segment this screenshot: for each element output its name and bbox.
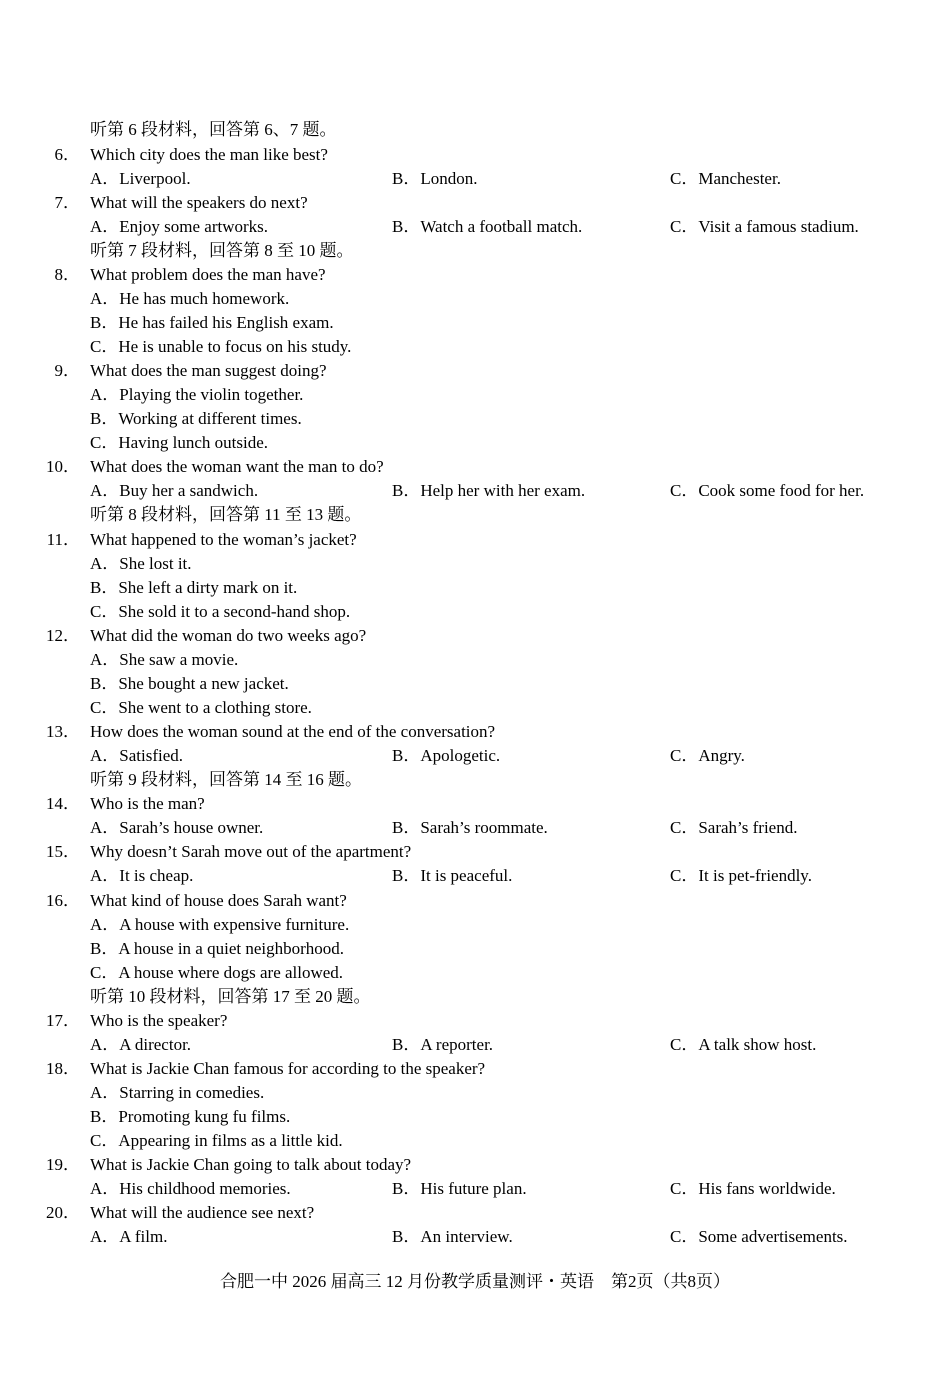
option-b: B．His future plan. <box>392 1179 527 1198</box>
question-number: 12． <box>46 626 80 645</box>
question-text: What is Jackie Chan going to talk about today? <box>90 1155 412 1174</box>
option-c: C．Cook some food for her. <box>670 481 865 500</box>
question-number: 16． <box>46 891 80 910</box>
question-text: What is Jackie Chan famous for according to the speaker? <box>90 1059 486 1078</box>
option-a: A．Starring in comedies. <box>90 1083 265 1102</box>
option-a: A．A director. <box>90 1035 192 1054</box>
option-a: A．Liverpool. <box>90 169 191 188</box>
section-heading-10: 听第 10 段材料，回答第 17 至 20 题。 <box>90 987 371 1006</box>
option-b: B．Working at different times. <box>90 409 302 428</box>
option-a: A．It is cheap. <box>90 866 194 885</box>
section-heading-7: 听第 7 段材料，回答第 8 至 10 题。 <box>90 241 354 260</box>
option-b: B．Promoting kung fu films. <box>90 1107 291 1126</box>
option-c: C．Visit a famous stadium. <box>670 217 859 236</box>
question-text: What problem does the man have? <box>90 265 326 284</box>
option-b: B．She bought a new jacket. <box>90 674 289 693</box>
question-text: Why doesn’t Sarah move out of the apartment? <box>90 842 412 861</box>
question-number: 17． <box>46 1011 80 1030</box>
question-text: What will the speakers do next? <box>90 193 308 212</box>
option-c: C．Manchester. <box>670 169 781 188</box>
option-b: B．Apologetic. <box>392 746 501 765</box>
option-a: A．He has much homework. <box>90 289 290 308</box>
option-c: C．Having lunch outside. <box>90 433 269 452</box>
option-a: A．Playing the violin together. <box>90 385 304 404</box>
question-number: 18． <box>46 1059 80 1078</box>
question-text: What does the man suggest doing? <box>90 361 327 380</box>
question-text: Who is the speaker? <box>90 1011 228 1030</box>
question-text: What happened to the woman’s jacket? <box>90 530 357 549</box>
question-number: 13． <box>46 722 80 741</box>
option-c: C．She sold it to a second-hand shop. <box>90 602 351 621</box>
question-text: Who is the man? <box>90 794 205 813</box>
question-text: What does the woman want the man to do? <box>90 457 384 476</box>
page-footer: 合肥一中 2026 届高三 12 月份教学质量测评・英语 第2页（共8页） <box>220 1272 730 1291</box>
option-c: C．Sarah’s friend. <box>670 818 798 837</box>
question-text: Which city does the man like best? <box>90 145 328 164</box>
option-a: A．Sarah’s house owner. <box>90 818 264 837</box>
option-b: B．A house in a quiet neighborhood. <box>90 939 345 958</box>
option-b: B．An interview. <box>392 1227 513 1246</box>
option-c: C．She went to a clothing store. <box>90 698 312 717</box>
question-text: What will the audience see next? <box>90 1203 315 1222</box>
option-c: C．Some advertisements. <box>670 1227 848 1246</box>
section-heading-9: 听第 9 段材料，回答第 14 至 16 题。 <box>90 770 362 789</box>
question-number: 8． <box>54 265 80 284</box>
question-number: 19． <box>46 1155 80 1174</box>
question-text: What did the woman do two weeks ago? <box>90 626 367 645</box>
option-b: B．Watch a football match. <box>392 217 583 236</box>
option-a: A．His childhood memories. <box>90 1179 291 1198</box>
option-a: A．Buy her a sandwich. <box>90 481 259 500</box>
option-c: C．Appearing in films as a little kid. <box>90 1131 343 1150</box>
question-number: 7． <box>54 193 80 212</box>
option-a: A．She lost it. <box>90 554 192 573</box>
section-heading-6: 听第 6 段材料，回答第 6、7 题。 <box>90 120 337 139</box>
section-heading-8: 听第 8 段材料，回答第 11 至 13 题。 <box>90 505 362 524</box>
question-text: How does the woman sound at the end of the conversation? <box>90 722 496 741</box>
question-number: 15． <box>46 842 80 861</box>
question-number: 11． <box>46 530 80 549</box>
question-number: 20． <box>46 1203 80 1222</box>
option-a: A．She saw a movie. <box>90 650 239 669</box>
option-b: B．She left a dirty mark on it. <box>90 578 298 597</box>
option-a: A．Satisfied. <box>90 746 184 765</box>
option-c: C．A talk show host. <box>670 1035 817 1054</box>
question-number: 6． <box>54 145 80 164</box>
option-c: C．It is pet-friendly. <box>670 866 812 885</box>
question-number: 9． <box>54 361 80 380</box>
option-b: B．Help her with her exam. <box>392 481 586 500</box>
option-a: A．Enjoy some artworks. <box>90 217 269 236</box>
option-b: B．London. <box>392 169 478 188</box>
option-b: B．It is peaceful. <box>392 866 513 885</box>
question-text: What kind of house does Sarah want? <box>90 891 347 910</box>
option-c: C．He is unable to focus on his study. <box>90 337 352 356</box>
option-b: B．He has failed his English exam. <box>90 313 334 332</box>
option-b: B．Sarah’s roommate. <box>392 818 548 837</box>
option-c: C．A house where dogs are allowed. <box>90 963 344 982</box>
option-b: B．A reporter. <box>392 1035 494 1054</box>
option-a: A．A house with expensive furniture. <box>90 915 350 934</box>
option-c: C．His fans worldwide. <box>670 1179 836 1198</box>
option-a: A．A film. <box>90 1227 168 1246</box>
question-number: 10． <box>46 457 80 476</box>
question-number: 14． <box>46 794 80 813</box>
option-c: C．Angry. <box>670 746 745 765</box>
